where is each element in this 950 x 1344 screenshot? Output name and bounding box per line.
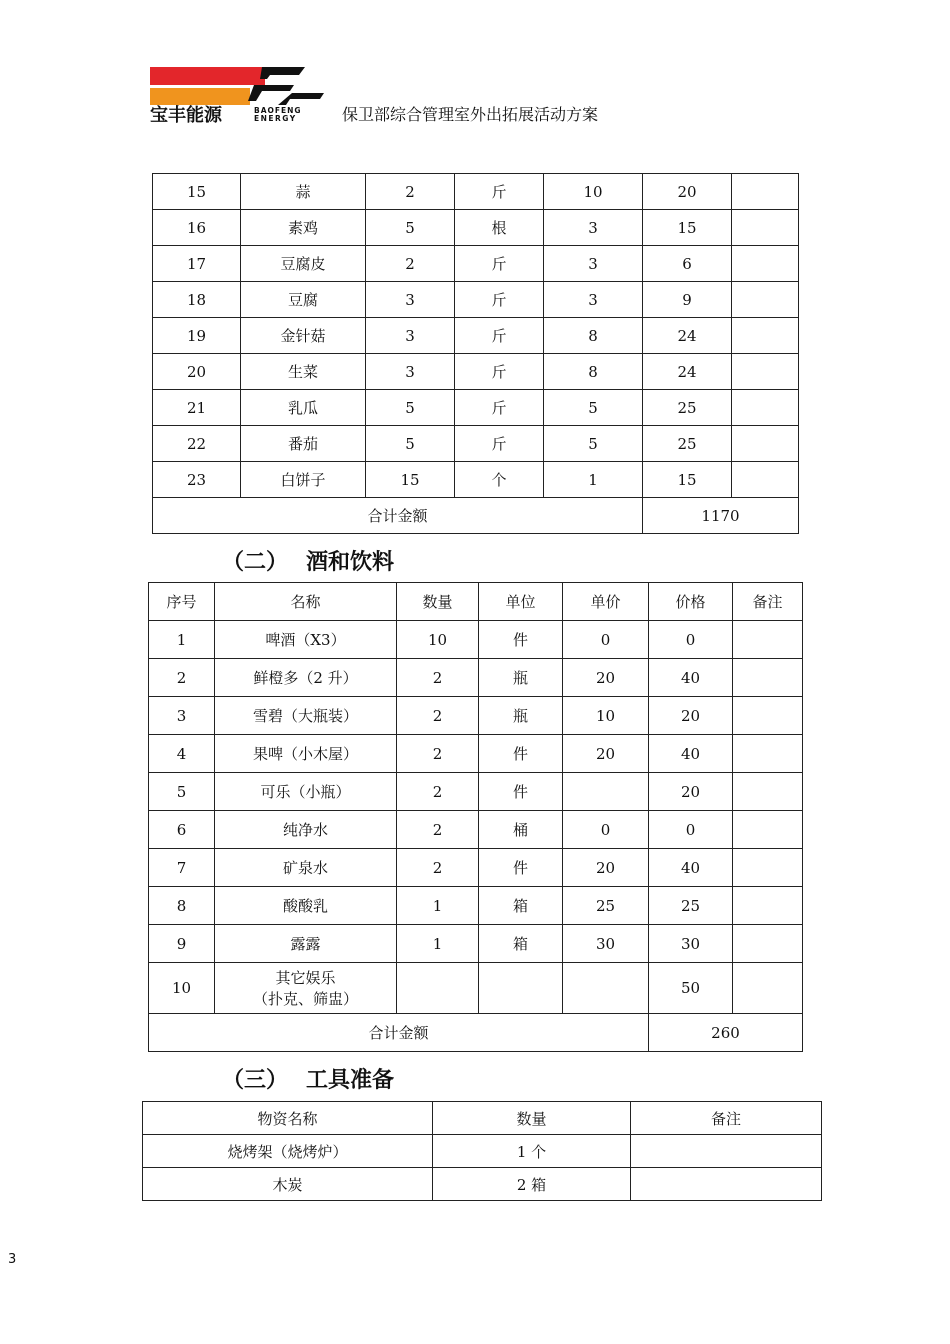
cell-no: 5 (149, 773, 215, 811)
cell-no: 4 (149, 735, 215, 773)
section-title: 酒和饮料 (306, 550, 395, 575)
cell-note (733, 811, 803, 849)
cell-note (733, 773, 803, 811)
cell-price: 0 (563, 811, 649, 849)
cell-name: 乳瓜 (241, 390, 366, 426)
table-row (149, 659, 803, 697)
cell-unit: 个 (455, 462, 544, 498)
cell-qty: 2 (397, 735, 479, 773)
cell-note (733, 697, 803, 735)
cell-total: 20 (649, 773, 733, 811)
cell-name: 果啤（小木屋） (215, 735, 397, 773)
cell-name: 可乐（小瓶） (215, 773, 397, 811)
cell-note (732, 318, 799, 354)
column-header: 单位 (479, 583, 563, 621)
cell-note (733, 887, 803, 925)
column-header: 名称 (215, 583, 397, 621)
cell-name: 鲜橙多（2 升） (215, 659, 397, 697)
cell-no: 1 (149, 621, 215, 659)
cell-qty: 2 (397, 849, 479, 887)
table-row (149, 697, 803, 735)
table-row (143, 1168, 822, 1201)
table-row (153, 282, 799, 318)
cell-no: 2 (149, 659, 215, 697)
tools-table (142, 1101, 822, 1201)
cell-note (732, 282, 799, 318)
cell-unit (479, 963, 563, 1014)
cell-price: 20 (563, 849, 649, 887)
cell-name: 豆腐皮 (241, 246, 366, 282)
cell-qty: 10 (397, 621, 479, 659)
cell-name: 啤酒（X3） (215, 621, 397, 659)
cell-qty: 15 (366, 462, 455, 498)
page-number: 3 (8, 1252, 17, 1267)
cell-qty: 2 (397, 659, 479, 697)
cell-qty: 2 (397, 697, 479, 735)
table-row (153, 354, 799, 390)
cell-name: 酸酸乳 (215, 887, 397, 925)
column-header: 备注 (631, 1102, 822, 1135)
column-header: 物资名称 (143, 1102, 433, 1135)
table-row (149, 963, 803, 1014)
food-total-row (153, 498, 799, 534)
cell-unit: 件 (479, 621, 563, 659)
cell-note (733, 849, 803, 887)
cell-qty: 1 个 (433, 1135, 631, 1168)
logo-red-bar (150, 67, 265, 85)
table-row (149, 849, 803, 887)
cell-qty: 3 (366, 318, 455, 354)
cell-no: 19 (153, 318, 241, 354)
cell-qty: 3 (366, 282, 455, 318)
cell-total: 15 (643, 462, 732, 498)
table-row (149, 621, 803, 659)
cell-price: 0 (563, 621, 649, 659)
cell-no: 6 (149, 811, 215, 849)
page-header (150, 66, 750, 126)
cell-no: 23 (153, 462, 241, 498)
cell-unit: 斤 (455, 246, 544, 282)
cell-total: 0 (649, 621, 733, 659)
cell-note (733, 963, 803, 1014)
table-header-row (149, 583, 803, 621)
column-header: 数量 (397, 583, 479, 621)
cell-name: 素鸡 (241, 210, 366, 246)
cell-price: 25 (563, 887, 649, 925)
baofeng-logo (150, 66, 330, 126)
cell-name: 白饼子 (241, 462, 366, 498)
table-row (153, 390, 799, 426)
cell-unit: 瓶 (479, 659, 563, 697)
cell-no: 10 (149, 963, 215, 1014)
cell-name: 烧烤架（烧烤炉） (143, 1135, 433, 1168)
total-label: 合计金额 (149, 1014, 649, 1052)
cell-total: 25 (643, 426, 732, 462)
cell-qty: 5 (366, 210, 455, 246)
cell-note (733, 925, 803, 963)
cell-qty: 5 (366, 390, 455, 426)
cell-name: 露露 (215, 925, 397, 963)
logo-cn-text: 宝丰能源 (150, 105, 222, 126)
cell-note (733, 735, 803, 773)
cell-note (732, 354, 799, 390)
cell-price (563, 963, 649, 1014)
cell-unit: 斤 (455, 174, 544, 210)
cell-no: 16 (153, 210, 241, 246)
cell-price: 3 (544, 210, 643, 246)
cell-unit: 箱 (479, 925, 563, 963)
cell-note (631, 1168, 822, 1201)
cell-price: 1 (544, 462, 643, 498)
table-row (153, 174, 799, 210)
logo-en-line1: BAOFENG (254, 106, 302, 115)
table-row (153, 462, 799, 498)
cell-no: 18 (153, 282, 241, 318)
cell-no: 7 (149, 849, 215, 887)
cell-unit: 桶 (479, 811, 563, 849)
cell-name-line2: （扑克、筛盅） (252, 990, 358, 1008)
cell-price: 10 (563, 697, 649, 735)
cell-note (631, 1135, 822, 1168)
cell-unit: 斤 (455, 354, 544, 390)
cell-name: 蒜 (241, 174, 366, 210)
cell-name: 番茄 (241, 426, 366, 462)
cell-qty: 2 (397, 811, 479, 849)
table-row (149, 811, 803, 849)
cell-price: 5 (544, 426, 643, 462)
cell-unit: 根 (455, 210, 544, 246)
cell-note (732, 462, 799, 498)
cell-no: 9 (149, 925, 215, 963)
logo-orange-bar (150, 88, 250, 105)
cell-qty: 2 (366, 174, 455, 210)
cell-qty: 2 箱 (433, 1168, 631, 1201)
cell-price: 30 (563, 925, 649, 963)
cell-name: 木炭 (143, 1168, 433, 1201)
cell-total: 15 (643, 210, 732, 246)
cell-qty: 1 (397, 925, 479, 963)
section-number: （二） (222, 550, 289, 575)
cell-price: 20 (563, 659, 649, 697)
cell-qty: 1 (397, 887, 479, 925)
cell-unit: 件 (479, 735, 563, 773)
food-table (152, 173, 799, 534)
cell-no: 22 (153, 426, 241, 462)
section-number: （三） (222, 1068, 289, 1093)
cell-qty: 5 (366, 426, 455, 462)
section-title: 工具准备 (306, 1068, 395, 1093)
document-title: 保卫部综合管理室外出拓展活动方案 (342, 105, 599, 124)
column-header: 备注 (733, 583, 803, 621)
cell-price: 20 (563, 735, 649, 773)
cell-qty: 2 (397, 773, 479, 811)
cell-no: 20 (153, 354, 241, 390)
cell-no: 8 (149, 887, 215, 925)
cell-note (732, 390, 799, 426)
cell-name: 雪碧（大瓶装） (215, 697, 397, 735)
table-row (143, 1135, 822, 1168)
total-value: 260 (649, 1014, 803, 1052)
cell-total: 40 (649, 735, 733, 773)
cell-name: 豆腐 (241, 282, 366, 318)
cell-qty (397, 963, 479, 1014)
cell-note (732, 426, 799, 462)
drinks-total-row (149, 1014, 803, 1052)
cell-total: 0 (649, 811, 733, 849)
total-value: 1170 (643, 498, 799, 534)
cell-unit: 件 (479, 773, 563, 811)
total-label: 合计金额 (153, 498, 643, 534)
cell-note (733, 621, 803, 659)
cell-name: 金针菇 (241, 318, 366, 354)
cell-price: 8 (544, 354, 643, 390)
table-row (153, 318, 799, 354)
cell-name (215, 963, 397, 1014)
section-heading-drinks (222, 545, 394, 576)
cell-total: 25 (649, 887, 733, 925)
cell-no: 15 (153, 174, 241, 210)
cell-total: 30 (649, 925, 733, 963)
cell-total: 40 (649, 849, 733, 887)
cell-price: 3 (544, 282, 643, 318)
table-row (153, 246, 799, 282)
cell-no: 17 (153, 246, 241, 282)
cell-unit: 瓶 (479, 697, 563, 735)
cell-no: 3 (149, 697, 215, 735)
cell-unit: 斤 (455, 282, 544, 318)
cell-total: 40 (649, 659, 733, 697)
cell-total: 6 (643, 246, 732, 282)
cell-name-line1: 其它娱乐 (275, 969, 336, 987)
cell-total: 50 (649, 963, 733, 1014)
cell-price (563, 773, 649, 811)
cell-name: 生菜 (241, 354, 366, 390)
column-header: 序号 (149, 583, 215, 621)
cell-no: 21 (153, 390, 241, 426)
cell-total: 20 (643, 174, 732, 210)
section-heading-tools (222, 1063, 394, 1094)
column-header: 单价 (563, 583, 649, 621)
drinks-table (148, 582, 803, 1052)
cell-unit: 件 (479, 849, 563, 887)
cell-total: 25 (643, 390, 732, 426)
table-header-row (143, 1102, 822, 1135)
cell-price: 10 (544, 174, 643, 210)
cell-total: 9 (643, 282, 732, 318)
cell-name: 矿泉水 (215, 849, 397, 887)
table-row (153, 426, 799, 462)
table-row (149, 887, 803, 925)
cell-unit: 箱 (479, 887, 563, 925)
cell-unit: 斤 (455, 426, 544, 462)
cell-name: 纯净水 (215, 811, 397, 849)
cell-note (733, 659, 803, 697)
cell-price: 3 (544, 246, 643, 282)
cell-total: 20 (649, 697, 733, 735)
table-row (149, 925, 803, 963)
cell-note (732, 246, 799, 282)
logo-en-line2: ENERGY (254, 114, 297, 123)
table-row (149, 735, 803, 773)
cell-total: 24 (643, 318, 732, 354)
table-row (153, 210, 799, 246)
cell-qty: 2 (366, 246, 455, 282)
cell-unit: 斤 (455, 390, 544, 426)
column-header: 数量 (433, 1102, 631, 1135)
cell-note (732, 174, 799, 210)
cell-total: 24 (643, 354, 732, 390)
cell-qty: 3 (366, 354, 455, 390)
cell-price: 5 (544, 390, 643, 426)
cell-note (732, 210, 799, 246)
cell-price: 8 (544, 318, 643, 354)
cell-unit: 斤 (455, 318, 544, 354)
column-header: 价格 (649, 583, 733, 621)
table-row (149, 773, 803, 811)
